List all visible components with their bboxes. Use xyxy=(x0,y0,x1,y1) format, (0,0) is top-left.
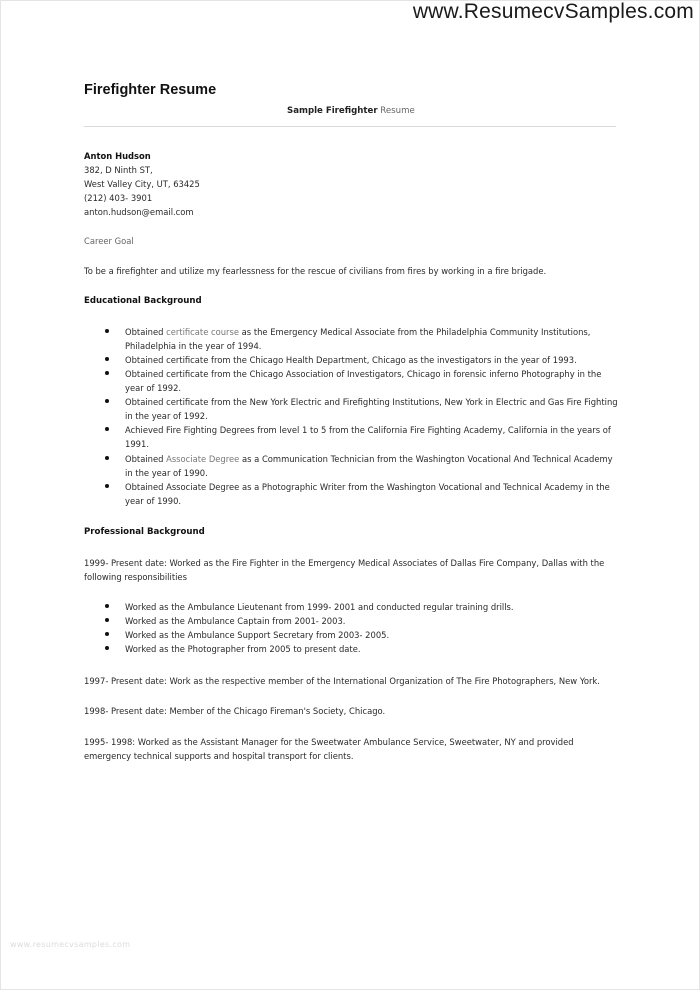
education-item xyxy=(125,452,620,480)
bullet-icon xyxy=(105,618,109,622)
contact-email: anton.hudson@email.com xyxy=(84,207,194,217)
bullet-icon xyxy=(105,456,109,460)
education-item-text: as the Emergency Medical Associate from the Philadelphia Community Institutions, Philadelphia in the year of 1994. xyxy=(125,327,591,351)
contact-address-line2: West Valley City, UT, 63425 xyxy=(84,179,200,189)
subtitle-bold: Sample Firefighter xyxy=(287,106,378,116)
responsibility-item: Worked as the Ambulance Lieutenant from 1999- 2001 and conducted regular training drills. xyxy=(125,602,514,612)
site-watermark: www.ResumecvSamples.com xyxy=(412,0,694,23)
bullet-icon xyxy=(105,484,109,488)
professional-intro: 1999- Present date: Worked as the Fire Fighter in the Emergency Medical Associates of Dallas Fire Company, Dallas with the following responsibilities xyxy=(84,558,605,582)
responsibility-item: Worked as the Ambulance Support Secretary from 2003- 2005. xyxy=(125,630,390,640)
bullet-icon xyxy=(105,427,109,431)
bullet-icon xyxy=(105,371,109,375)
career-goal-text: To be a firefighter and utilize my fearlessness for the rescue of civilians from fires by working in a fire brigade. xyxy=(84,266,547,276)
education-item-text: Obtained xyxy=(125,327,167,337)
contact-name: Anton Hudson xyxy=(84,151,151,161)
subtitle-rest: Resume xyxy=(380,106,415,116)
education-item: Achieved Fire Fighting Degrees from level 1 to 5 from the California Fire Fighting Academy, California in the years of 1991. xyxy=(125,425,611,449)
footer-watermark: www.resumecvsamples.com xyxy=(10,940,131,949)
associate-degree-link[interactable]: Associate Degree xyxy=(166,454,240,464)
bullet-icon xyxy=(105,399,109,403)
bullet-icon xyxy=(105,357,109,361)
education-heading: Educational Background xyxy=(84,296,202,306)
education-item: Obtained certificate from the Chicago Health Department, Chicago as the investigators in the year of 1993. xyxy=(125,355,577,365)
page-subtitle xyxy=(287,106,415,116)
experience-entry: 1995- 1998: Worked as the Assistant Manager for the Sweetwater Ambulance Service, Sweetwater, NY and provided emergency technical supports and hospital transport for clients. xyxy=(84,737,574,761)
contact-address-line1: 382, D Ninth ST, xyxy=(84,165,153,175)
education-item-text: Obtained xyxy=(125,454,167,464)
bullet-icon xyxy=(105,646,109,650)
responsibility-item: Worked as the Photographer from 2005 to present date. xyxy=(125,644,361,654)
education-item: Obtained certificate from the New York Electric and Firefighting Institutions, New York in Electric and Gas Fire Fighting in the year of 1992. xyxy=(125,397,618,421)
education-item xyxy=(125,325,620,353)
contact-phone: (212) 403- 3901 xyxy=(84,193,153,203)
certificate-course-link[interactable]: certificate course xyxy=(166,327,240,337)
bullet-icon xyxy=(105,329,109,333)
education-item: Obtained Associate Degree as a Photographic Writer from the Washington Vocational and Technical Academy in the year of 1990. xyxy=(125,482,610,506)
responsibility-item: Worked as the Ambulance Captain from 2001- 2003. xyxy=(125,616,346,626)
header-divider xyxy=(84,126,616,127)
bullet-icon xyxy=(105,604,109,608)
professional-heading: Professional Background xyxy=(84,527,205,537)
experience-entry: 1998- Present date: Member of the Chicago Fireman's Society, Chicago. xyxy=(84,706,386,716)
career-goal-heading: Career Goal xyxy=(84,236,134,246)
page-title: Firefighter Resume xyxy=(84,82,217,98)
bullet-icon xyxy=(105,632,109,636)
education-item: Obtained certificate from the Chicago Association of Investigators, Chicago in forensic inferno Photography in the year of 1992. xyxy=(125,369,602,393)
education-item-text: as a Communication Technician from the Washington Vocational And Technical Academy in the year of 1990. xyxy=(125,454,613,478)
experience-entry: 1997- Present date: Work as the respective member of the International Organization of The Fire Photographers, New York. xyxy=(84,676,600,686)
